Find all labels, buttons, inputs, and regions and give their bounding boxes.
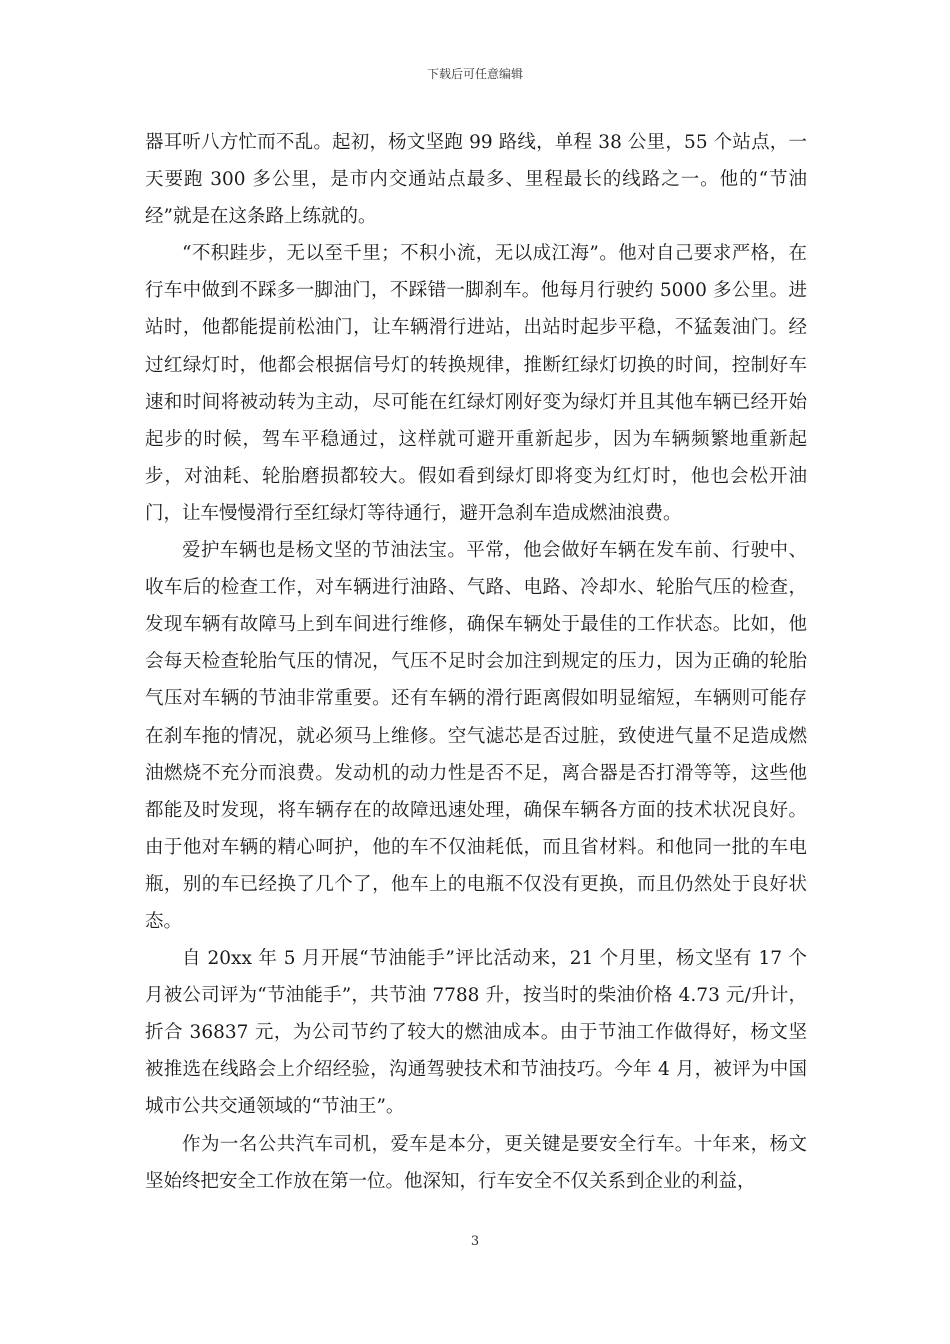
document-body bbox=[145, 124, 807, 1200]
paragraph-driving-habits: “不积跬步，无以至千里；不积小流，无以成江海”。他对自己要求严格，在行车中做到不踩多一脚油门，不踩错一脚刹车。他每月行驶约 5000 多公里。进站时，他都能提前松油门，让车辆滑行进站，出站时起步平稳，不猛轰油门。经过红绿灯时，他都会根据信号灯的转换规律，推断红绿灯切换的时间，控制好车速和时间将被动转为主动，尽可能在红绿灯刚好变为绿灯并且其他车辆已经开始起步的时候，驾车平稳通过，这样就可避开重新起步，因为车辆频繁地重新起步，对油耗、轮胎磨损都较大。假如看到绿灯即将变为红灯时，他也会松开油门，让车慢慢滑行至红绿灯等待通行，避开急刹车造成燃油浪费。 bbox=[145, 243, 807, 524]
page-number: 3 bbox=[470, 1234, 480, 1249]
paragraph-continuation: 器耳听八方忙而不乱。起初，杨文坚跑 99 路线，单程 38 公里，55 个站点，一天要跑 300 多公里，是市内交通站点最多、里程最长的线路之一。他的“节油经”就是在这条路上练就的。 bbox=[145, 132, 807, 228]
paragraph-fuel-saving-award: 自 20xx 年 5 月开展“节油能手”评比活动来，21 个月里，杨文坚有 17 个月被公司评为“节油能手”，共节油 7788 升，按当时的柴油价格 4.73 元/升计，折合 36837 元，为公司节约了较大的燃油成本。由于节油工作做得好，杨文坚被推选在线路会上介绍经验，沟通驾驶技术和节油技巧。今年 4 月，被评为中国城市公共交通领域的“节油王”。 bbox=[145, 948, 807, 1118]
paragraph-safety: 作为一名公共汽车司机，爱车是本分，更关键是要安全行车。十年来，杨文坚始终把安全工作放在第一位。他深知，行车安全不仅关系到企业的利益， bbox=[145, 1133, 807, 1192]
paragraph-vehicle-care: 爱护车辆也是杨文坚的节油法宝。平常，他会做好车辆在发车前、行驶中、收车后的检查工作，对车辆进行油路、气路、电路、冷却水、轮胎气压的检查，发现车辆有故障马上到车间进行维修，确保车辆处于最佳的工作状态。比如，他会每天检查轮胎气压的情况，气压不足时会加注到规定的压力，因为正确的轮胎气压对车辆的节油非常重要。还有车辆的滑行距离假如明显缩短，车辆则可能存在刹车拖的情况，就必须马上维修。空气滤芯是否过脏，致使进气量不足造成燃油燃烧不充分而浪费。发动机的动力性是否不足，离合器是否打滑等等，这些他都能及时发现，将车辆存在的故障迅速处理，确保车辆各方面的技术状况良好。由于他对车辆的精心呵护，他的车不仅油耗低，而且省材料。和他同一批的车电瓶，别的车已经换了几个了，他车上的电瓶不仅没有更换，而且仍然处于良好状态。 bbox=[145, 540, 807, 932]
page-header: 下载后可任意编辑 bbox=[426, 67, 523, 81]
